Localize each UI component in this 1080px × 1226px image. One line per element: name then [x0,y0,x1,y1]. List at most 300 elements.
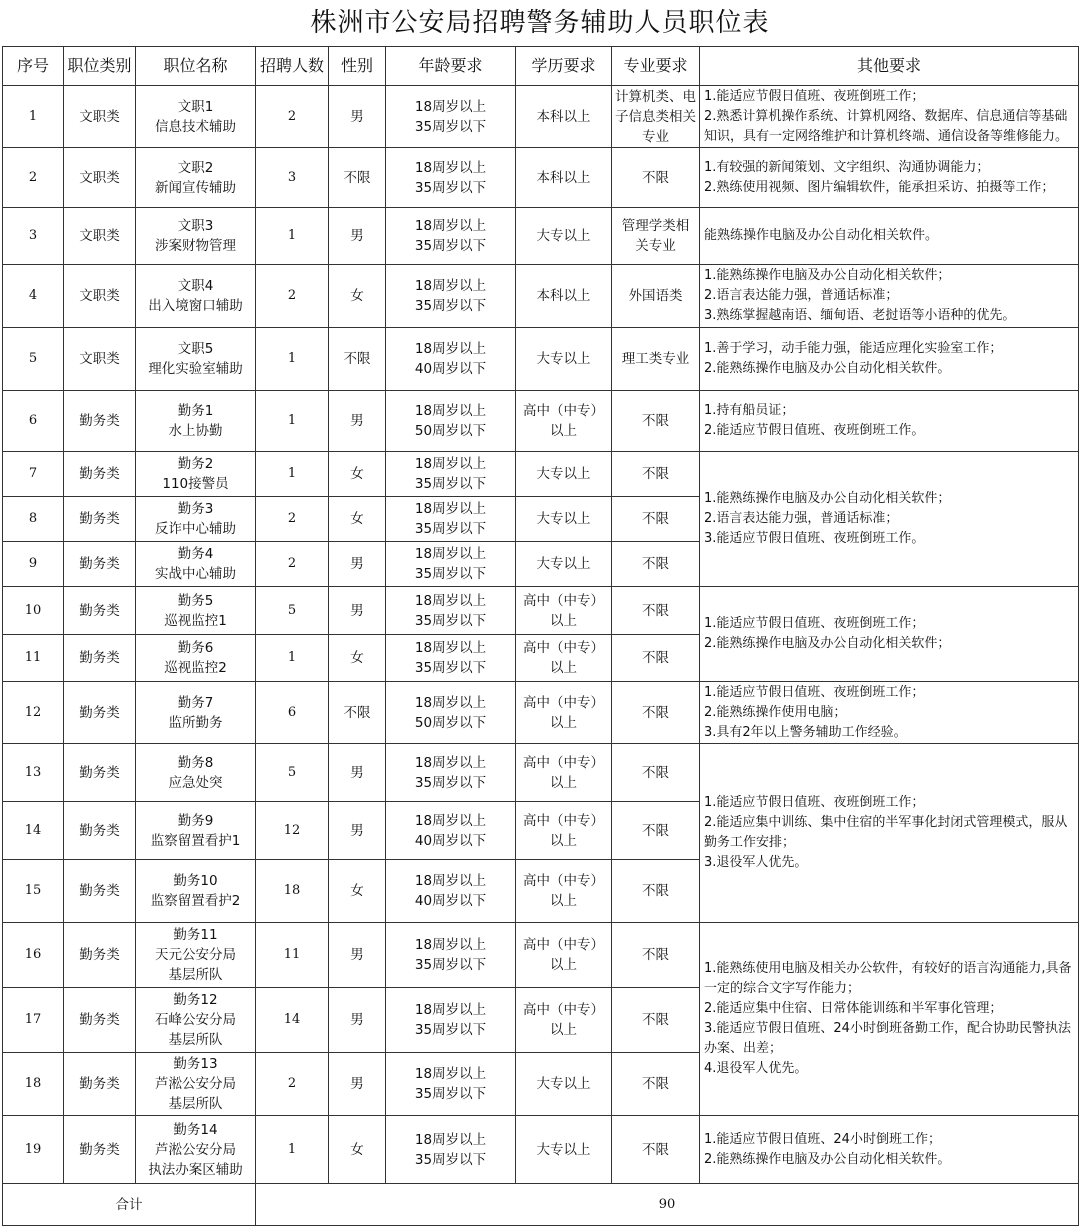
row-major-line: 子信息类相关 [615,108,696,125]
row-gender: 女 [329,860,386,923]
row-major-line: 计算机类、电 [615,88,696,105]
row-position-name-line: 勤务11 [173,927,218,943]
row-position-name-line: 文职4 [177,278,214,294]
row-major [612,744,700,802]
row-major-line: 不限 [642,822,669,839]
row-category: 勤务类 [64,1116,136,1184]
row-no: 1 [3,86,64,148]
row-position-name [136,860,256,923]
row-age-line: 18周岁以上 [414,873,487,889]
row-major [612,148,700,208]
row-gender: 男 [329,923,386,988]
table-row [3,1116,1079,1184]
row-no: 8 [3,497,64,542]
table-row [3,328,1079,391]
row-education-line: 以上 [550,832,577,849]
row-gender: 不限 [329,328,386,391]
row-position-name-line: 巡视监控1 [164,612,227,629]
row-education-line: 以上 [550,714,577,731]
row-major [612,86,700,148]
row-no: 5 [3,328,64,391]
row-age-line: 18周岁以上 [414,501,487,517]
row-no: 4 [3,265,64,328]
row-no: 15 [3,860,64,923]
row-gender: 男 [329,988,386,1053]
row-age [386,682,516,744]
row-category: 文职类 [64,86,136,148]
row-age-line: 18周岁以上 [414,937,487,953]
row-other-requirements-line: 1.能熟练操作电脑及办公自动化相关软件； [704,268,951,283]
row-major-line: 不限 [642,1076,669,1092]
header-category: 职位类别 [64,47,136,86]
row-age [386,542,516,587]
row-age [386,148,516,208]
row-position-name [136,988,256,1053]
table-row [3,452,1079,497]
row-education-line: 高中（中专） [523,1002,604,1018]
row-other-requirements-line: 1.能适应节假日值班、24小时倒班工作； [704,1131,941,1147]
row-other-requirements [700,208,1079,265]
row-age-line: 35周岁以下 [414,774,487,791]
row-age-line: 40周岁以下 [414,893,487,909]
row-education [516,391,612,452]
row-age [386,328,516,391]
row-no: 7 [3,452,64,497]
row-position-name-line: 反诈中心辅助 [155,521,236,537]
row-count: 1 [256,635,329,682]
row-position-name-line: 文职5 [177,341,214,357]
table-row [3,682,1079,744]
row-education-line: 本科以上 [536,108,591,125]
row-other-requirements-line: 2.能熟练操作电脑及办公自动化相关软件。 [704,361,951,376]
row-other-requirements-line: 2.能适应节假日值班、夜班倒班工作。 [704,423,925,438]
row-gender: 男 [329,208,386,265]
row-position-name [136,744,256,802]
row-other-requirements [700,1116,1079,1184]
row-position-name-line: 理化实验室辅助 [148,361,243,377]
row-major-line: 不限 [642,650,669,666]
row-major [612,452,700,497]
header-row [3,47,1079,86]
row-age [386,860,516,923]
row-education-line: 大专以上 [536,351,591,367]
row-major [612,860,700,923]
row-no: 9 [3,542,64,587]
header-gender: 性别 [329,47,386,86]
row-no: 11 [3,635,64,682]
row-major [612,391,700,452]
row-major-line: 不限 [642,704,669,721]
row-position-name [136,923,256,988]
row-age-line: 35周岁以下 [414,957,487,973]
row-education-line: 高中（中专） [523,873,604,889]
row-age-line: 35周岁以下 [414,298,487,314]
row-position-name-line: 实战中心辅助 [155,566,236,582]
row-major [612,542,700,587]
row-education [516,265,612,328]
row-age [386,802,516,860]
row-category: 勤务类 [64,542,136,587]
row-other-requirements-line: 4.退役军人优先。 [704,1061,808,1076]
row-other-requirements-line: 3.退役军人优先。 [704,855,808,870]
row-count: 14 [256,988,329,1053]
row-age-line: 50周岁以下 [414,423,487,439]
row-gender: 男 [329,744,386,802]
row-education-line: 本科以上 [536,169,591,186]
header-age: 年龄要求 [386,47,516,86]
row-count: 1 [256,1116,329,1184]
row-other-requirements [700,328,1079,391]
row-position-name [136,497,256,542]
table-row [3,923,1079,988]
row-position-name-line: 勤务9 [177,812,214,829]
table-row [3,148,1079,208]
row-major [612,497,700,542]
row-position-name-line: 勤务13 [173,1056,218,1072]
row-education-line: 以上 [550,423,577,439]
row-position-name-line: 勤务7 [177,694,214,711]
row-no: 14 [3,802,64,860]
row-other-requirements-line: 3.能适应节假日值班、夜班倒班工作。 [704,531,925,546]
row-other-requirements-line: 1.能适应节假日值班、夜班倒班工作； [704,795,925,810]
row-position-name-line: 芦淞公安分局 [155,1141,236,1158]
row-category: 勤务类 [64,744,136,802]
row-major [612,1053,700,1116]
row-age-line: 35周岁以下 [414,118,487,135]
row-education-line: 高中（中专） [523,812,604,829]
row-other-requirements-line: 1.能熟练操作电脑及办公自动化相关软件； [704,491,951,506]
row-position-name [136,682,256,744]
row-position-name-line: 文职2 [177,159,214,176]
row-education-line: 以上 [550,660,577,676]
row-age-line: 18周岁以上 [414,812,487,829]
row-count: 2 [256,497,329,542]
row-age [386,1053,516,1116]
row-age [386,923,516,988]
row-count: 11 [256,923,329,988]
row-other-requirements [700,265,1079,328]
row-gender: 女 [329,1116,386,1184]
row-position-name [136,1116,256,1184]
row-position-name-line: 天元公安分局 [155,947,236,963]
row-major [612,265,700,328]
row-major [612,635,700,682]
row-other-requirements-line: 1.能熟练使用电脑及相关办公软件，有较好的语言沟通能力,具备一定的综合文字写作能力； [704,961,1072,996]
header-major: 专业要求 [612,47,700,86]
row-category: 勤务类 [64,802,136,860]
row-no: 13 [3,744,64,802]
row-major [612,208,700,265]
row-age-line: 18周岁以上 [414,98,487,115]
row-position-name [136,1053,256,1116]
table-row [3,744,1079,802]
row-other-requirements [700,682,1079,744]
row-category: 勤务类 [64,1053,136,1116]
row-position-name-line: 执法办案区辅助 [148,1161,243,1178]
row-position-name-line: 涉案财物管理 [155,238,236,254]
row-age-line: 18周岁以上 [414,159,487,176]
row-category: 勤务类 [64,587,136,635]
row-position-name [136,265,256,328]
row-major [612,587,700,635]
row-education-line: 大专以上 [536,1076,591,1092]
row-no: 12 [3,682,64,744]
row-education [516,328,612,391]
row-major-line: 理工类专业 [621,351,690,367]
table-row [3,587,1079,635]
row-count: 1 [256,391,329,452]
row-education [516,988,612,1053]
row-position-name [136,208,256,265]
row-position-name-line: 基层所队 [168,967,223,983]
row-position-name-line: 勤务14 [173,1121,218,1138]
row-education [516,635,612,682]
row-major-line: 不限 [642,169,669,186]
row-other-requirements [700,148,1079,208]
row-age [386,988,516,1053]
row-education [516,542,612,587]
row-gender: 男 [329,587,386,635]
row-no: 2 [3,148,64,208]
row-position-name [136,328,256,391]
row-position-name-line: 出入境窗口辅助 [148,298,243,314]
row-age-line: 35周岁以下 [414,1086,487,1102]
row-position-name-line: 勤务5 [177,592,214,609]
row-education [516,682,612,744]
row-age-line: 35周岁以下 [414,566,487,582]
row-position-name-line: 新闻宣传辅助 [155,179,236,196]
row-major-line: 管理学类相 [621,218,690,234]
row-gender: 女 [329,497,386,542]
row-position-name-line: 勤务8 [177,754,214,771]
row-position-name-line: 基层所队 [168,1096,223,1112]
row-education-line: 大专以上 [536,1141,591,1158]
row-major-line: 不限 [642,556,669,572]
row-category: 勤务类 [64,988,136,1053]
row-gender: 不限 [329,682,386,744]
row-age-line: 35周岁以下 [414,1151,487,1168]
row-age [386,86,516,148]
page-title: 株洲市公安局招聘警务辅助人员职位表 [310,8,770,38]
row-age-line: 18周岁以上 [414,403,487,419]
table-row [3,208,1079,265]
row-major-line: 不限 [642,466,669,482]
row-education-line: 大专以上 [536,556,591,572]
row-education [516,802,612,860]
row-position-name-line: 芦淞公安分局 [155,1076,236,1092]
table-row [3,86,1079,148]
row-major-line: 不限 [642,883,669,899]
row-education [516,587,612,635]
row-other-requirements-line: 2.语言表达能力强，普通话标准； [704,511,899,526]
row-age-line: 35周岁以下 [414,238,487,254]
row-count: 2 [256,265,329,328]
header-count: 招聘人数 [256,47,329,86]
row-age-line: 18周岁以上 [414,640,487,656]
row-education-line: 以上 [550,957,577,973]
row-other-requirements [700,744,1079,923]
row-count: 1 [256,452,329,497]
row-age-line: 18周岁以上 [414,278,487,294]
row-other-requirements-line: 2.熟悉计算机操作系统、计算机网络、数据库、信息通信等基础知识，具有一定网络维护和计算机终端、通信设备等维修能力。 [704,108,1069,144]
row-age-line: 18周岁以上 [414,1131,487,1148]
row-gender: 男 [329,391,386,452]
row-count: 5 [256,587,329,635]
row-position-name [136,587,256,635]
row-position-name-line: 勤务10 [173,873,218,889]
row-gender: 女 [329,452,386,497]
row-age [386,391,516,452]
row-category: 文职类 [64,265,136,328]
row-count: 1 [256,208,329,265]
row-position-name-line: 监察留置看护2 [150,893,241,909]
row-count: 3 [256,148,329,208]
row-category: 勤务类 [64,497,136,542]
row-age-line: 35周岁以下 [414,660,487,676]
positions-table [2,46,1079,1226]
row-major [612,1116,700,1184]
row-position-name [136,542,256,587]
row-count: 2 [256,1053,329,1116]
row-education [516,148,612,208]
row-position-name-line: 文职3 [177,218,214,234]
row-no: 16 [3,923,64,988]
table-row [3,391,1079,452]
total-row [3,1184,1079,1226]
row-position-name-line: 勤务1 [177,403,214,419]
row-education-line: 高中（中专） [523,937,604,953]
row-count: 2 [256,86,329,148]
row-other-requirements-line: 3.能适应节假日值班、24小时倒班备勤工作，配合协助民警执法办案、出差； [704,1021,1071,1056]
row-other-requirements-line: 3.具有2年以上警务辅助工作经验。 [704,724,907,740]
row-major [612,988,700,1053]
row-education-line: 本科以上 [536,288,591,304]
row-category: 勤务类 [64,391,136,452]
row-education-line: 以上 [550,893,577,909]
row-major [612,923,700,988]
row-education-line: 高中（中专） [523,640,604,656]
row-category: 文职类 [64,208,136,265]
row-education-line: 高中（中专） [523,403,604,419]
row-other-requirements-line: 2.能熟练操作电脑及办公自动化相关软件； [704,636,951,651]
row-position-name [136,148,256,208]
row-no: 18 [3,1053,64,1116]
row-major-line: 关专业 [635,238,676,254]
row-major-line: 不限 [642,764,669,781]
row-age [386,452,516,497]
row-position-name-line: 巡视监控2 [164,660,227,676]
row-other-requirements [700,452,1079,587]
row-count: 18 [256,860,329,923]
row-education-line: 大专以上 [536,511,591,527]
row-age-line: 35周岁以下 [414,521,487,537]
row-other-requirements-line: 3.熟练掌握越南语、缅甸语、老挝语等小语种的优先。 [704,308,1016,323]
row-other-requirements [700,587,1079,682]
row-education-line: 以上 [550,1022,577,1038]
row-position-name-line: 文职1 [177,98,214,115]
row-major-line: 不限 [642,511,669,527]
row-position-name-line: 信息技术辅助 [155,118,236,135]
row-age-line: 40周岁以下 [414,361,487,377]
row-age [386,587,516,635]
row-count: 6 [256,682,329,744]
row-age-line: 35周岁以下 [414,1022,487,1038]
row-position-name [136,391,256,452]
row-other-requirements-line: 1.能适应节假日值班、夜班倒班工作； [704,616,925,631]
row-education [516,452,612,497]
row-position-name-line: 勤务6 [177,640,214,656]
row-other-requirements [700,86,1079,148]
row-education-line: 高中（中专） [523,694,604,711]
row-major-line: 不限 [642,947,669,963]
row-position-name [136,86,256,148]
row-major-line: 专业 [642,128,669,145]
row-age [386,635,516,682]
row-education [516,1116,612,1184]
row-position-name-line: 应急处突 [168,774,223,791]
row-position-name-line: 勤务3 [177,501,214,517]
header-other: 其他要求 [700,47,1079,86]
row-no: 10 [3,587,64,635]
row-other-requirements-line: 1.能适应节假日值班、夜班倒班工作； [704,88,925,104]
row-age [386,744,516,802]
row-age-line: 35周岁以下 [414,476,487,492]
header-education: 学历要求 [516,47,612,86]
row-major [612,328,700,391]
row-no: 6 [3,391,64,452]
row-age-line: 35周岁以下 [414,612,487,629]
row-category: 文职类 [64,328,136,391]
row-other-requirements-line: 1.持有船员证； [704,403,795,418]
row-education [516,923,612,988]
row-education [516,497,612,542]
row-education-line: 以上 [550,612,577,629]
row-age-line: 18周岁以上 [414,694,487,711]
row-age-line: 18周岁以上 [414,1066,487,1082]
row-gender: 不限 [329,148,386,208]
row-count: 1 [256,328,329,391]
row-other-requirements-line: 2.语言表达能力强，普通话标准； [704,288,899,303]
header-no: 序号 [3,47,64,86]
row-category: 勤务类 [64,923,136,988]
row-age [386,1116,516,1184]
row-education-line: 大专以上 [536,228,591,244]
total-label: 合计 [3,1184,256,1226]
row-category: 勤务类 [64,860,136,923]
row-education [516,744,612,802]
row-other-requirements-line: 1.有较强的新闻策划、文字组织、沟通协调能力； [704,159,990,175]
row-gender: 男 [329,1053,386,1116]
row-position-name-line: 基层所队 [168,1032,223,1048]
row-major-line: 不限 [642,1012,669,1028]
total-value: 90 [256,1184,1079,1226]
row-position-name-line: 水上协勤 [168,423,223,439]
row-education-line: 以上 [550,774,577,791]
row-age-line: 50周岁以下 [414,714,487,731]
row-gender: 男 [329,802,386,860]
row-age-line: 18周岁以上 [414,456,487,472]
row-other-requirements [700,923,1079,1116]
row-other-requirements-line: 2.能熟练操作使用电脑； [704,704,847,720]
row-count: 5 [256,744,329,802]
row-position-name-line: 石峰公安分局 [155,1012,236,1028]
row-age-line: 18周岁以上 [414,592,487,609]
row-gender: 女 [329,635,386,682]
row-other-requirements-line: 1.能适应节假日值班、夜班倒班工作； [704,684,925,700]
row-other-requirements-line: 2.能适应集中住宿、日常体能训练和半军事化管理； [704,1001,1003,1016]
row-education-line: 高中（中专） [523,754,604,771]
row-major-line: 不限 [642,1141,669,1158]
